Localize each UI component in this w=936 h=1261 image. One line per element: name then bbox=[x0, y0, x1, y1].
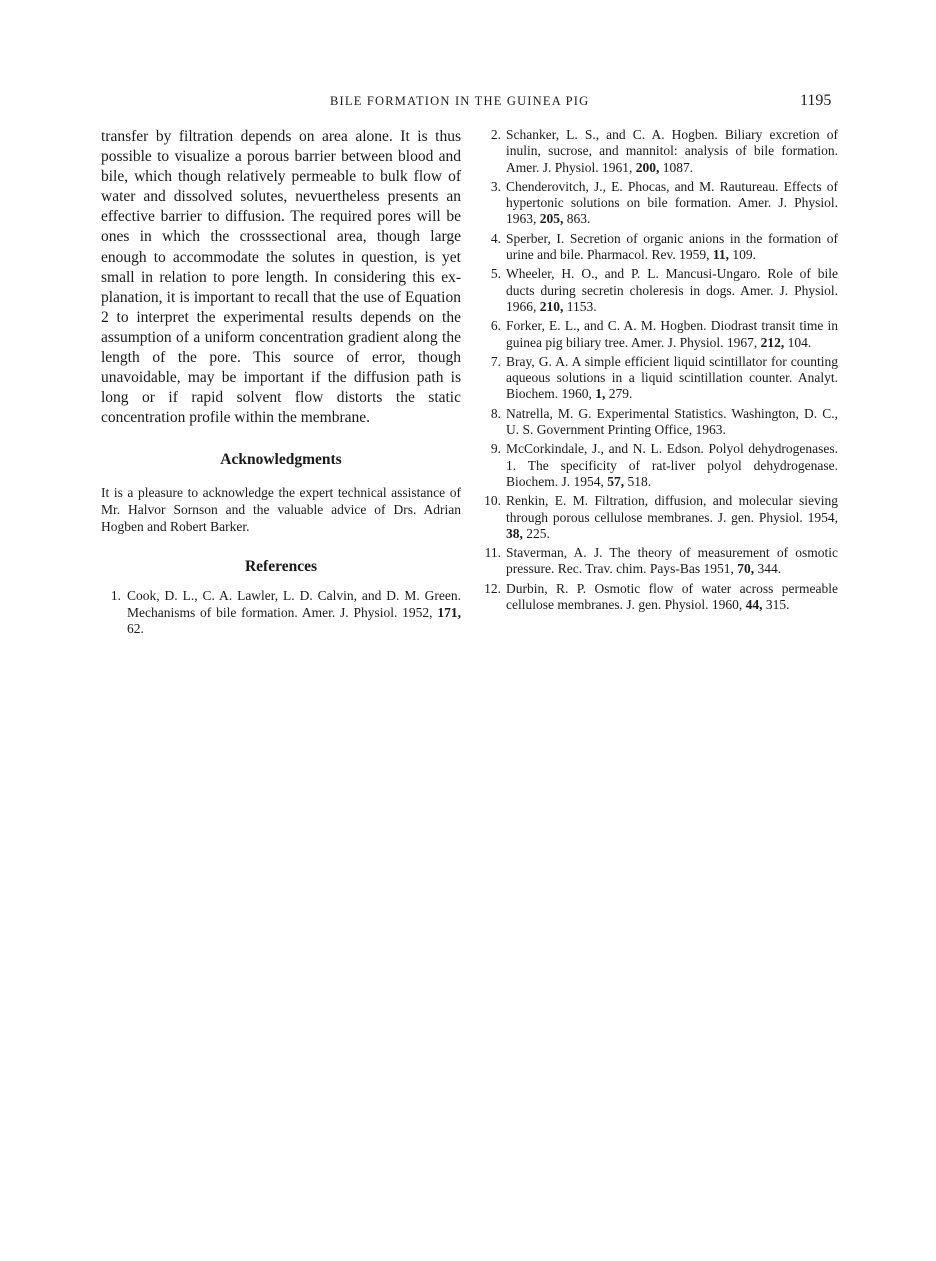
reference-list-right bbox=[480, 127, 838, 613]
body-paragraph: transfer by filtration depends on area alone. It is thus possible to visualize a porous barrier between blood and bile, which though relatively permeable to bulk flow of water and dissolved solutes, nevuertheless presents an effective barrier to diffusion. The required pores will be ones in which the crosssectional area, though large enough to accommodate the solutes in question, is yet small in relation to pore length. In considering this explanation, it is important to recall that the use of Equation 2 to interpret the experimental results depends on the assumption of a uniform concentration gradient along the length of the pore. This source of error, though unavoidable, may be important if the diffusion path is long or if rapid solvent flow distorts the static concentration profile within the membrane. bbox=[101, 128, 461, 427]
reference-pages: 315. bbox=[765, 597, 790, 613]
reference-item bbox=[480, 406, 838, 439]
page-header bbox=[0, 92, 936, 112]
reference-number: 11. bbox=[484, 545, 501, 561]
page-number: 1195 bbox=[800, 92, 832, 109]
reference-pages: 863. bbox=[566, 211, 591, 227]
reference-text: Chenderovitch, J., E. Phocas, and M. Rautureau. Effects of hypertonic solutions on bile formation. Amer. J. Physiol. 1963, bbox=[506, 178, 838, 227]
reference-item bbox=[480, 581, 838, 614]
reference-text: Schanker, L. S., and C. A. Hogben. Biliary excretion of inulin, sucrose, and mannitol: analysis of bile formation. Amer. J. Physiol. 1961, bbox=[506, 127, 838, 175]
reference-pages: 344. bbox=[757, 561, 782, 577]
reference-pages: 62. bbox=[127, 621, 144, 636]
reference-pages: 104. bbox=[787, 334, 812, 350]
reference-volume: 1, bbox=[595, 386, 606, 402]
reference-volume: 57, bbox=[607, 473, 625, 489]
reference-volume: 70, bbox=[737, 561, 755, 577]
reference-item bbox=[480, 127, 838, 176]
reference-item bbox=[101, 588, 461, 637]
reference-text: Staverman, A. J. The theory of measurement of osmotic pressure. Rec. Trav. chim. Pays-Bas 1951, bbox=[506, 545, 838, 577]
reference-list-left bbox=[101, 588, 461, 637]
reference-pages: 279. bbox=[608, 386, 633, 402]
reference-volume: 171, bbox=[437, 604, 462, 620]
running-head: BILE FORMATION IN THE GUINEA PIG bbox=[330, 94, 590, 108]
reference-number: 8. bbox=[490, 405, 501, 421]
reference-item bbox=[480, 493, 838, 542]
reference-volume: 44, bbox=[745, 597, 763, 613]
reference-text: Cook, D. L., C. A. Lawler, L. D. Calvin, and D. M. Green. Mechanisms of bile formation. Amer. J. Physiol. 1952, bbox=[127, 588, 461, 620]
reference-item bbox=[480, 266, 838, 315]
reference-item bbox=[480, 545, 838, 578]
reference-number: 10. bbox=[484, 493, 501, 509]
reference-pages: 1153. bbox=[566, 298, 597, 314]
reference-pages: 109. bbox=[732, 247, 756, 263]
reference-pages: 518. bbox=[627, 473, 652, 489]
reference-text: Forker, E. L., and C. A. M. Hogben. Diodrast transit time in guinea pig biliary tree. Amer. J. Physiol. 1967, bbox=[506, 318, 838, 350]
reference-item bbox=[480, 179, 838, 228]
acknowledgments-heading: Acknowledgments bbox=[220, 451, 342, 469]
reference-number: 2. bbox=[490, 127, 501, 142]
reference-volume: 11, bbox=[712, 247, 729, 263]
left-column bbox=[101, 127, 461, 640]
reference-volume: 200, bbox=[635, 159, 660, 175]
reference-number: 5. bbox=[490, 266, 501, 282]
reference-number: 4. bbox=[490, 230, 501, 246]
reference-number: 7. bbox=[490, 353, 501, 369]
reference-item bbox=[480, 231, 838, 264]
reference-volume: 205, bbox=[539, 211, 564, 227]
reference-text: McCorkindale, J., and N. L. Edson. Polyol dehydrogenases. 1. The specificity of rat-liver polyol dehydrogenase. Biochem. J. 1954, bbox=[506, 441, 838, 489]
reference-item bbox=[480, 318, 838, 351]
reference-text: Renkin, E. M. Filtration, diffusion, and molecular sieving through porous cellulose membranes. J. gen. Physiol. 1954, bbox=[506, 493, 838, 525]
reference-text: Wheeler, H. O., and P. L. Mancusi-Ungaro. Role of bile ducts during secretin choleresis in dogs. Amer. J. Physiol. 1966, bbox=[506, 266, 838, 314]
reference-volume: 38, bbox=[506, 525, 523, 541]
reference-volume: 210, bbox=[539, 298, 564, 314]
reference-text: Natrella, M. G. Experimental Statistics. Washington, D. C., U. S. Government Printing Office, 1963. bbox=[506, 405, 838, 438]
reference-item bbox=[480, 354, 838, 403]
acknowledgments-text: It is a pleasure to acknowledge the expert technical assistance of Mr. Halvor Sornson and the valuable advice of Drs. Adrian Hogben and Robert Barker. bbox=[101, 485, 461, 535]
reference-volume: 212, bbox=[760, 334, 785, 350]
reference-number: 3. bbox=[490, 178, 501, 194]
references-heading: References bbox=[244, 558, 317, 576]
reference-number: 12. bbox=[484, 580, 501, 596]
reference-pages: 225. bbox=[526, 525, 550, 541]
reference-pages: 1087. bbox=[662, 159, 694, 175]
reference-text: Durbin, R. P. Osmotic flow of water across permeable cellulose membranes. J. gen. Physiol. 1960, bbox=[506, 580, 838, 613]
right-column bbox=[480, 127, 838, 616]
reference-number: 1. bbox=[110, 588, 121, 604]
reference-number: 9. bbox=[490, 441, 501, 457]
reference-text: Sperber, I. Secretion of organic anions in the formation of urine and bile. Pharmacol. Rev. 1959, bbox=[506, 230, 838, 263]
reference-number: 6. bbox=[490, 318, 501, 334]
reference-item bbox=[480, 441, 838, 490]
reference-text: Bray, G. A. A simple efficient liquid scintillator for counting aqueous solutions in a liquid scintillation counter. Analyt. Biochem. 1960, bbox=[506, 353, 838, 402]
